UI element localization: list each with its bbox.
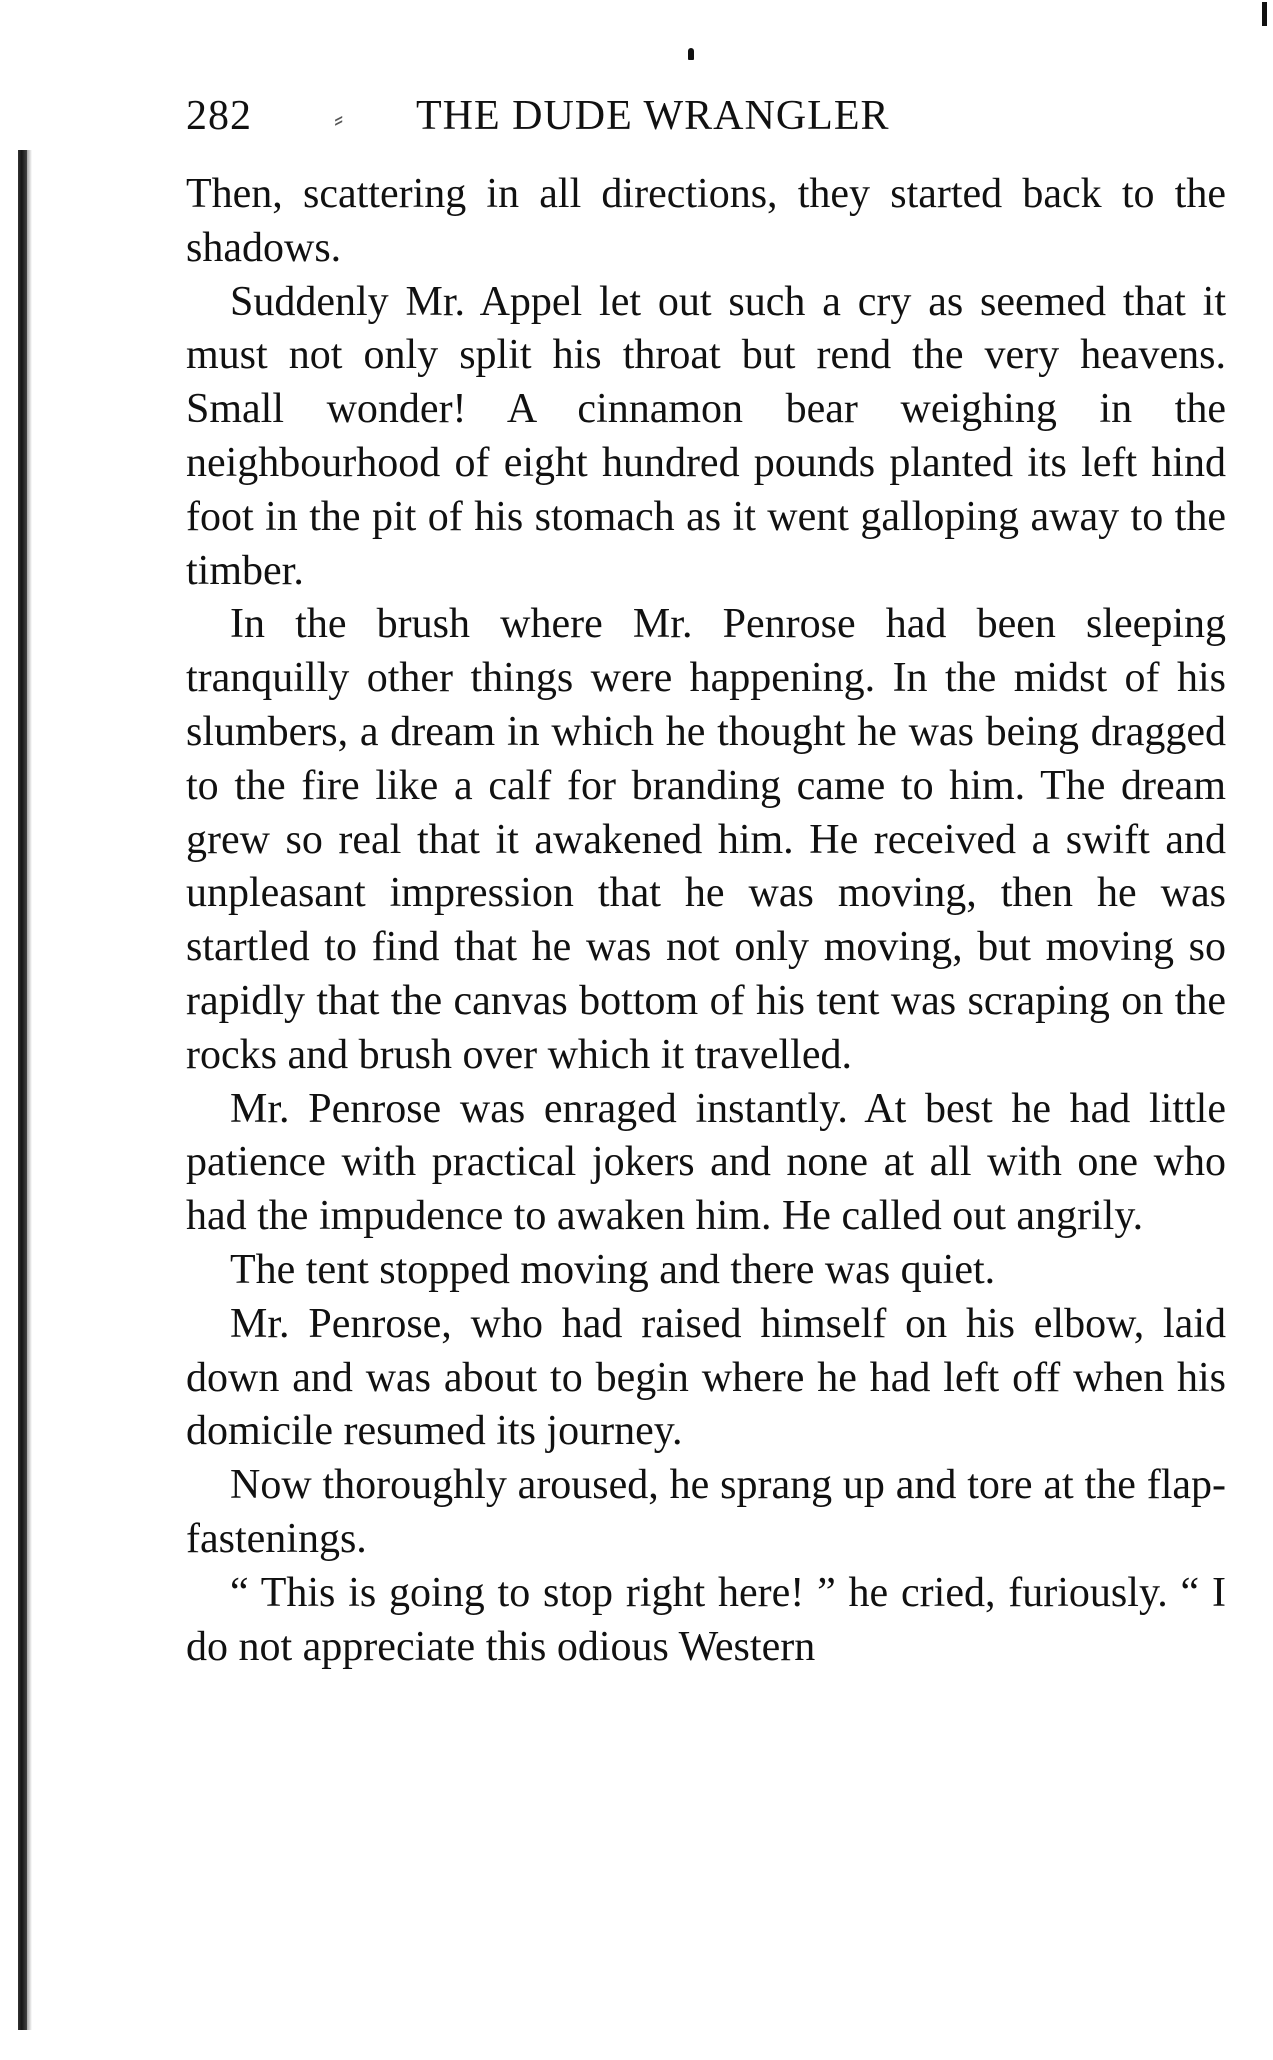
running-title: THE DUDE WRANGLER [416,93,890,139]
page-body [186,168,1226,1674]
binding-shadow [27,150,32,2030]
paragraph: Then, scattering in all directions, they started back to the shadows. [186,171,1226,271]
page-number: 282 [186,93,252,139]
header-ornament-icon: ⸗ [334,104,344,135]
paragraph: Mr. Penrose, who had raised himself on his elbow, laid down and was about to begin where he had left off when his domicile resumed its journey. [186,1300,1226,1455]
corner-mark [1262,2,1267,26]
paragraph: Now thoroughly aroused, he sprang up and tore at the flap-fastenings. [186,1462,1226,1562]
paragraph: Suddenly Mr. Appel let out such a cry as seemed that it must not only split his throat but rend the very heavens. Small wonder! A cinnamon bear weighing in the neighbourhood of eight hundred pounds planted its left hind foot in the pit of his stomach as it went galloping away to the timber. [186,278,1226,594]
page-binding-edge [18,150,27,2030]
paragraph: Mr. Penrose was enraged instantly. At best he had little patience with practical jokers and none at all with one who had the impudence to awaken him. He called out angrily. [186,1085,1226,1240]
print-speck [688,48,694,60]
running-header [186,90,1231,142]
paragraph: In the brush where Mr. Penrose had been sleeping tranquilly other things were happening. In the midst of his slumbers, a dream in which he thought he was being dragged to the fire like a calf for branding came to him. The dream grew so real that it awakened him. He received a swift and unpleasant impression that he was moving, then he was startled to find that he was not only moving, but moving so rapidly that the canvas bottom of his tent was scraping on the rocks and brush over which it travelled. [186,601,1226,1078]
paragraph: The tent stopped moving and there was quiet. [230,1246,996,1293]
paragraph: “ This is going to stop right here! ” he cried, furiously. “ I do not appreciate this odious Western [186,1569,1226,1670]
